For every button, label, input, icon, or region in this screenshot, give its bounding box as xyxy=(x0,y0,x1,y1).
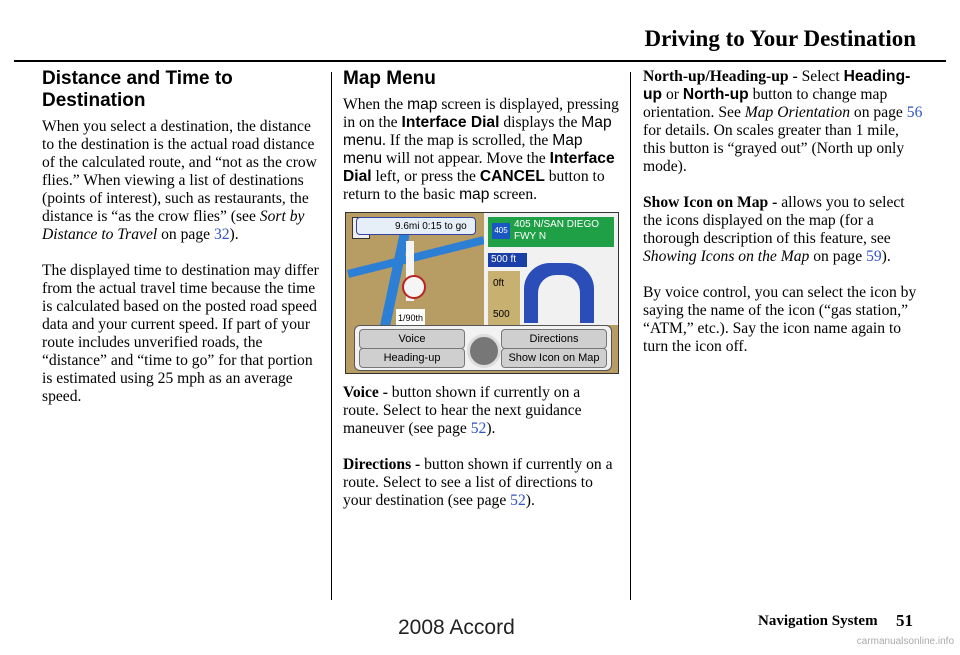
text: button to return to the basic xyxy=(343,168,605,203)
text: screen. xyxy=(489,186,538,203)
paragraph-distance xyxy=(42,118,324,244)
reference-map-orientation: Map Orientation xyxy=(744,104,851,121)
text: on page xyxy=(157,226,214,243)
page-link-52[interactable]: 52 xyxy=(510,492,526,509)
column-divider xyxy=(331,72,332,600)
ui-term-north-up: North-up xyxy=(682,86,749,103)
term-label: Show Icon on Map - xyxy=(643,194,778,211)
route-info-bar: 9.6mi 0:15 to go xyxy=(356,217,476,235)
ui-term-map: map xyxy=(459,186,490,203)
text: Select xyxy=(797,68,844,85)
text: button shown if currently on a route. Select to hear the next guidance maneuver (see page xyxy=(343,384,582,437)
page-link-56[interactable]: 56 xyxy=(906,104,923,121)
watermark-site: carmanualsonline.info xyxy=(856,636,954,647)
text: ). xyxy=(881,248,891,265)
map-screen-image xyxy=(345,212,619,374)
paragraph-voice-control: By voice control, you can select the icon by saying the name of the icon (“gas station,” “ATM,” etc.). Say the icon name again to turn the icon off. xyxy=(643,284,917,355)
text: on page xyxy=(850,104,907,121)
ui-term-map-menu: Map menu xyxy=(343,132,583,167)
turn-arrow-inner xyxy=(538,275,580,323)
term-label: North-up/Heading-up - xyxy=(643,68,798,85)
ui-term-map: map xyxy=(407,96,438,113)
paragraph-time: The displayed time to destination may differ from the actual travel time because the time is calculated based on the posted road speed data and your current speed. If part of your route includes unverified roads, the “distance” and “time to go” for that portion is estimated using 25 mph as an average speed. xyxy=(42,262,319,405)
map-menu-overlay xyxy=(354,325,612,371)
footer-section-label: Navigation System xyxy=(758,613,878,629)
show-icon-on-map-button[interactable]: Show Icon on Map xyxy=(501,348,607,368)
freeway-sign-text: 405 N/SAN DIEGO FWY N xyxy=(514,219,600,242)
ui-term-cancel: CANCEL xyxy=(479,168,545,185)
text: When you select a destination, the distance to the destination is the actual road distance of the calculated route, and “not as the crow flies.” When viewing a list of destinations (points of interest), such as restaurants, the distance is “as the crow flies” (see xyxy=(42,118,317,225)
text: screen is displayed, pressing in on the xyxy=(343,96,619,131)
text: allows you to select the icons displayed on the map (for a thorough description of this feature, see xyxy=(643,194,905,247)
text: left, or press the xyxy=(371,168,480,185)
directions-button[interactable]: Directions xyxy=(501,329,607,349)
text: or xyxy=(662,86,683,103)
heading-up-button[interactable]: Heading-up xyxy=(359,348,465,368)
ui-term-heading-up: Heading-up xyxy=(643,68,911,103)
ui-term-map-menu: Map menu xyxy=(343,114,612,149)
ui-term-interface-dial: Interface Dial xyxy=(343,150,615,185)
paragraph-voice xyxy=(343,384,619,438)
page-number: 51 xyxy=(896,611,913,630)
term-label: Directions - xyxy=(343,456,421,473)
column-distance-time xyxy=(42,68,324,424)
page-link-32[interactable]: 32 xyxy=(213,226,230,243)
page-header-title: Driving to Your Destination xyxy=(644,26,916,51)
text: button shown if currently on a route. Select to see a list of directions to your destination (see page xyxy=(343,456,613,509)
section-heading-distance-time: Distance and Time to Destination xyxy=(42,68,233,111)
page-link-52[interactable]: 52 xyxy=(470,420,487,437)
reference-sort-by-distance: Sort by Distance to Travel xyxy=(42,208,305,243)
text: ). xyxy=(229,226,239,243)
header-rule xyxy=(14,60,946,62)
paragraph-north-heading-up xyxy=(643,68,923,176)
map-road xyxy=(347,236,485,278)
text: for details. On scales greater than 1 mile, this button is “grayed out” (North up only mode). xyxy=(643,122,905,175)
distance-tick-0: 0ft xyxy=(493,278,505,289)
column-divider xyxy=(630,72,631,600)
text: . If the map is scrolled, the xyxy=(382,132,553,149)
text: When the xyxy=(343,96,408,113)
interface-dial-icon xyxy=(467,334,501,368)
voice-button[interactable]: Voice xyxy=(359,329,465,349)
map-scale: 1/90th xyxy=(396,309,425,327)
paragraph-directions xyxy=(343,456,619,510)
page-link-59[interactable]: 59 xyxy=(866,248,882,265)
text: button to change map orientation. See xyxy=(643,86,888,121)
ui-term-interface-dial: Interface Dial xyxy=(401,114,500,131)
paragraph-show-icon xyxy=(643,194,923,266)
watermark-text: 2008 Accord xyxy=(398,616,515,639)
distance-tick-500: 500 xyxy=(493,309,510,320)
term-label: Voice - xyxy=(343,384,388,401)
reference-showing-icons: Showing Icons on the Map xyxy=(643,248,810,265)
column-map-menu xyxy=(343,68,619,528)
text: will not appear. Move the xyxy=(382,150,550,167)
column-map-options xyxy=(643,68,923,374)
vehicle-position-icon xyxy=(402,275,426,299)
freeway-shield-icon: 405 xyxy=(492,223,510,239)
text: ). xyxy=(486,420,496,437)
text: on page xyxy=(809,248,867,265)
freeway-sign xyxy=(488,217,614,247)
text: displays the xyxy=(499,114,582,131)
paragraph-map-menu xyxy=(343,96,619,204)
distance-to-turn: 500 ft xyxy=(488,253,527,267)
text: ). xyxy=(525,492,535,509)
section-heading-map-menu: Map Menu xyxy=(343,68,436,89)
